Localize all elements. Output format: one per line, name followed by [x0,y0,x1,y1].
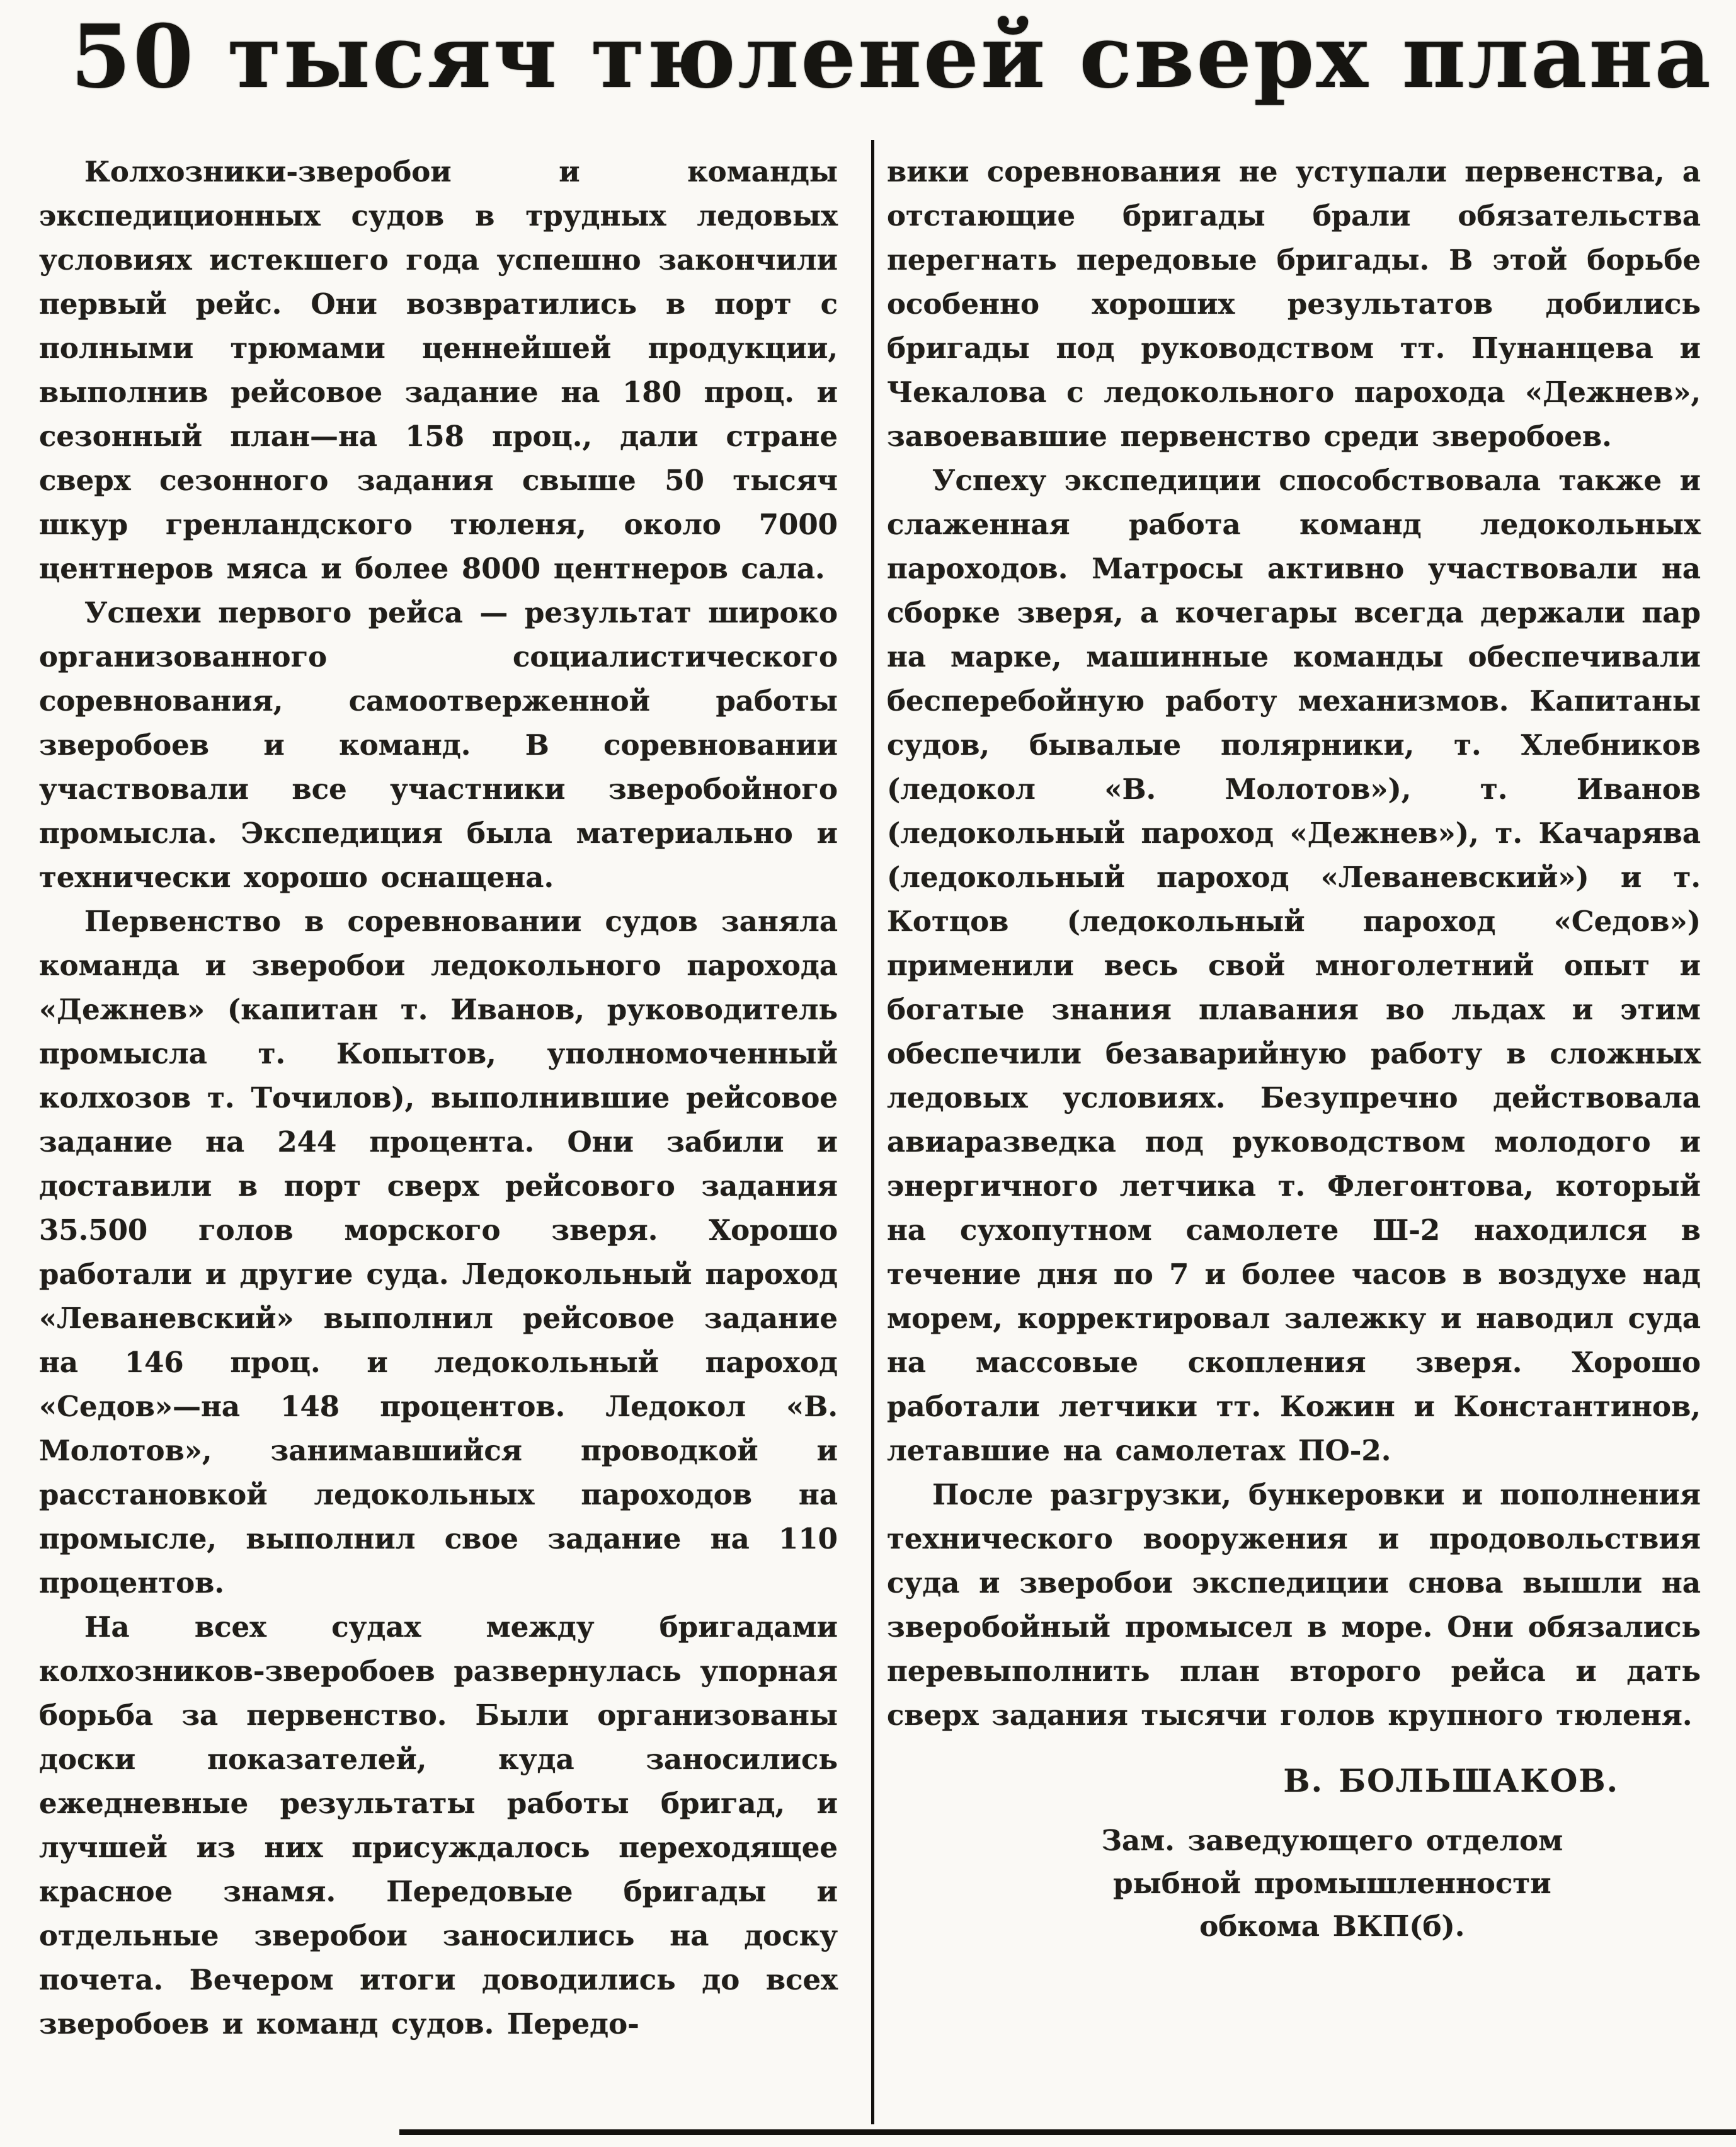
paragraph-1: Колхозники-зверобои и команды экспедиционных судов в трудных ледовых условиях истекшего года успешно закончили первый рейс. Они возвратились в порт с полными трюмами ценнейшей продукции, выполнив рейсовое задание на 180 проц. и сезонный план—на 158 проц., дали стране сверх сезонного задания свыше 50 тысяч шкур гренландского тюленя, около 7000 центнеров мяса и более 8000 центнеров сала. [39,155,838,585]
paragraph-5-continuation: вики соревнования не уступали первенства, а отстающие бригады брали обязательства перегнать передовые бригады. В этой борьбе особенно хороших результатов добились бригады под руководством тт. Пунанцева и Чекалова с ледокольного парохода «Дежнев», завоевавшие первенство среди зверобоев. [887,155,1701,453]
paragraph-6: Успеху экспедиции способствовала также и слаженная работа команд ледокольных пароходов. Матросы активно участвовали на сборке зверя, а кочегары всегда держали пар на марке, машинные команды обеспечивали бесперебойную работу механизмов. Капитаны судов, бывалые полярники, т. Хлебников (ледокол «В. Молотов»), т. Иванов (ледокольный пароход «Дежнев»), т. Качарява (ледокольный пароход «Леваневский») и т. Котцов (ледокольный пароход «Седов») применили весь свой многолетний опыт и богатые знания плавания во льдах и этим обеспечили безаварийную работу в сложных ледовых условиях. Безупречно действовала авиаразведка под руководством молодого и энергичного летчика т. Флегонтова, который на сухопутном самолете Ш-2 находился в течение дня по 7 и более часов в воздухе над морем, корректировал залежку и наводил суда на массовые скопления зверя. Хорошо работали летчики тт. Кожин и Константинов, летавшие на самолетах ПО-2. [887,464,1701,1467]
left-column [39,150,838,2046]
author-title-line: рыбной промышленности [1113,1867,1551,1900]
right-column [887,150,1701,1948]
paragraph-4: На всех судах между бригадами колхозников-зверобоев развернулась упорная борьба за первенство. Были организованы доски показателей, куда заносились ежедневные результаты работы бригад, и лучшей из них присуждалось переходящее красное знамя. Передовые бригады и отдельные зверобои заносились на доску почета. Вечером итоги доводились до всех зверобоев и команд судов. Передо- [39,1610,838,2041]
author-signature: В. БОЛЬШАКОВ. [1283,1762,1619,1799]
author-title-block [1039,1819,1625,1948]
author-title-line: Зам. заведующего отделом [1101,1824,1563,1857]
bottom-rule [399,2129,1736,2135]
column-divider-rule [871,140,874,2124]
paragraph-7: После разгрузки, бункеровки и пополнения технического вооружения и продовольствия суда и зверобои экспедиции снова вышли на зверобойный промысел в море. Они обязались перевыполнить план второго рейса и дать сверх задания тысячи голов крупного тюленя. [887,1478,1701,1732]
paragraph-2: Успехи первого рейса — результат широко организованного социалистического соревнования, самоотверженной работы зверобоев и команд. В соревновании участвовали все участники зверобойного промысла. Экспедиция была материально и технически хорошо оснащена. [39,596,838,894]
paragraph-3: Первенство в соревновании судов заняла команда и зверобои ледокольного парохода «Дежнев» (капитан т. Иванов, руководитель промысла т. Копытов, уполномоченный колхозов т. Точилов), выполнившие рейсовое задание на 244 процента. Они забили и доставили в порт сверх рейсового задания 35.500 голов морского зверя. Хорошо работали и другие суда. Ледокольный пароход «Леваневский» выполнил рейсовое задание на 146 проц. и ледокольный пароход «Седов»—на 148 процентов. Ледокол «В. Молотов», занимавшийся проводкой и расстановкой ледокольных пароходов на промысле, выполнил свое задание на 110 процентов. [39,905,838,1600]
author-title-line: обкома ВКП(б). [1199,1909,1465,1943]
byline [887,1759,1701,1948]
article-headline: 50 тысяч тюленей сверх плана [71,5,1713,108]
